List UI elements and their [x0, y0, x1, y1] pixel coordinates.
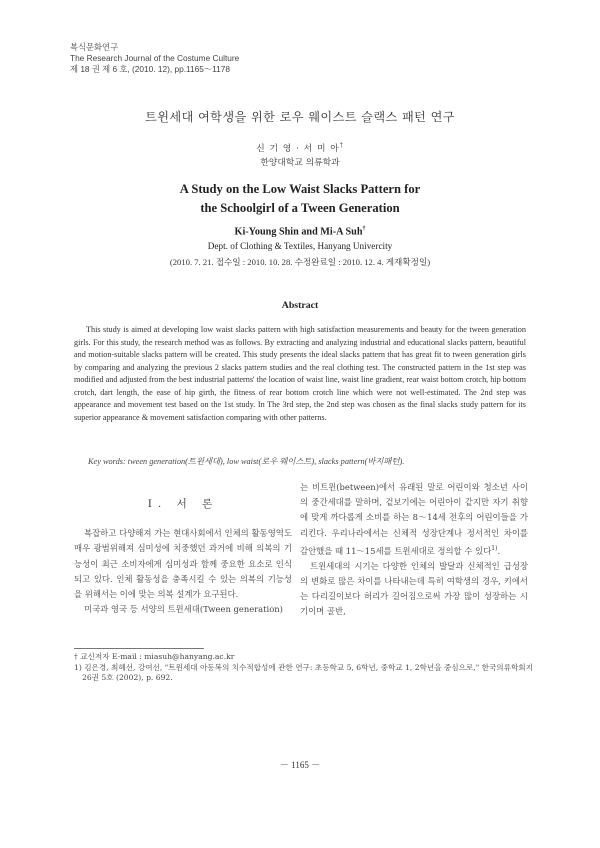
abstract-heading: Abstract	[281, 300, 319, 311]
page-number: － 1165 －	[279, 760, 321, 770]
journal-issue: 제 18 권 제 6 호, (2010. 12), pp.1165～1178	[70, 64, 230, 74]
footnotes	[74, 652, 534, 684]
authors-korean	[0, 141, 600, 154]
authors-korean-names: 신 기 영 · 서 미 아	[256, 144, 340, 154]
title-korean: 트윈세대 여학생을 위한 로우 웨이스트 슬랙스 패턴 연구	[145, 110, 455, 124]
body-column-right	[300, 480, 528, 620]
body-column-left	[74, 497, 292, 617]
journal-header	[70, 42, 239, 75]
footnote-divider	[74, 648, 204, 649]
submission-dates: (2010. 7. 21. 접수일 : 2010. 10. 28. 수정완료일 : 2010. 12. 4. 게재확정일)	[169, 257, 431, 267]
title-english-line2: the Schoolgirl of a Tween Generation	[200, 201, 400, 215]
journal-name-en: The Research Journal of the Costume Culture	[70, 53, 240, 63]
section-heading: Ⅰ. 서 론	[147, 498, 219, 510]
authors-english	[0, 226, 600, 237]
title-english	[0, 180, 600, 218]
footnote-ref1: 1) 김은경, 최혜선, 강여선, "트윈세대 아동복의 치수적합성에 관한 연구: 초등학교 5, 6학년, 중학교 1, 2학년을 중심으로," 한국의류학회지 26권 5호 (2002), p. 692.	[74, 662, 533, 682]
abstract-text: This study is aimed at developing low waist slacks pattern with high satisfaction measurements and beauty for the tween generation girls. For this study, the research method was as follows. By extracting and analyzing industrial and educational slacks pattern, beautiful and motion-suitable slacks pattern will be created. This study presents the ideal slacks pattern that has great fit to tween generation girls by comparing and analyzing the previous 2 slacks pattern studies and the real clothing test. The constructed pattern in the 1st step was modified and adjusted from the best industrial patterns' the location of waist line, waist line gradient, rear waist bottom crotch, hip bottom crotch, dart length, the ease of hip girth, the fitness of rear bottom crotch line which were not well-estimated. The 2nd step was appearance and movement test based on the 1st study. In The 3rd step, the 2nd step was chosen as the final slacks study pattern for its superior appearance & movement satisfaction comparing with other patterns.	[74, 325, 526, 422]
body-paragraph	[300, 480, 528, 559]
body-text: 는 비트윈(between)에서 유래된 말로 어린이와 청소년 사이의 중간세대를 말하며, 겉보기에는 어린아이 같지만 자기 취향에 맞게 까다롭게 소비를 하는 8～14세 전후의 어린이들을 가리킨다. 우리나라에서는 신체적 성장단계나 정서적인 차이를 감안했을 때 11～15세를 트윈세대로 정의할 수 있다	[300, 482, 528, 556]
journal-name-ko: 복식문화연구	[70, 42, 119, 52]
body-paragraph: 복잡하고 다양해져 가는 현대사회에서 인체의 활동영역도 매우 광범위해져 심미성에 치중했던 과거에 비해 의복의 기능성이 최근 소비자에게 심미성과 함께 중요한 요소로 인식되고 있다. 인체 활동성을 충족시킬 수 있는 의복의 기능성을 위해서는 이에 맞는 의복 설계가 요구된다.	[74, 528, 292, 600]
affiliation-korean: 한양대학교 의류학과	[260, 158, 340, 168]
footnote-corresponding: † 교신저자 E-mail : miasuh@hanyang.ac.kr	[74, 652, 235, 661]
body-paragraph: 트윈세대의 시기는 다양한 인체의 발달과 신체적인 급성장의 변화로 많은 차이를 나타내는데 특히 여학생의 경우, 키에서는 다리길이보다 허리가 길어짐으로써 가장 많이 성장하는 시기이며 골반,	[300, 560, 528, 617]
body-paragraph: 미국과 영국 등 서양의 트윈세대(Tween generation)	[84, 604, 283, 615]
body-text-end: .	[497, 545, 501, 556]
title-english-line1: A Study on the Low Waist Slacks Pattern for	[179, 182, 421, 196]
authors-english-names: Ki-Young Shin and Mi-A Suh	[234, 226, 363, 238]
footnote-ref: 1)	[491, 544, 498, 552]
corresponding-mark: †	[339, 142, 344, 150]
corresponding-mark-en: †	[362, 226, 366, 232]
affiliation-english: Dept. of Clothing & Textiles, Hanyang Univercity	[207, 241, 393, 251]
keywords: Key words: tween generation(트윈세대), low waist(로우 웨이스트), slacks pattern(바지패턴).	[88, 457, 405, 466]
